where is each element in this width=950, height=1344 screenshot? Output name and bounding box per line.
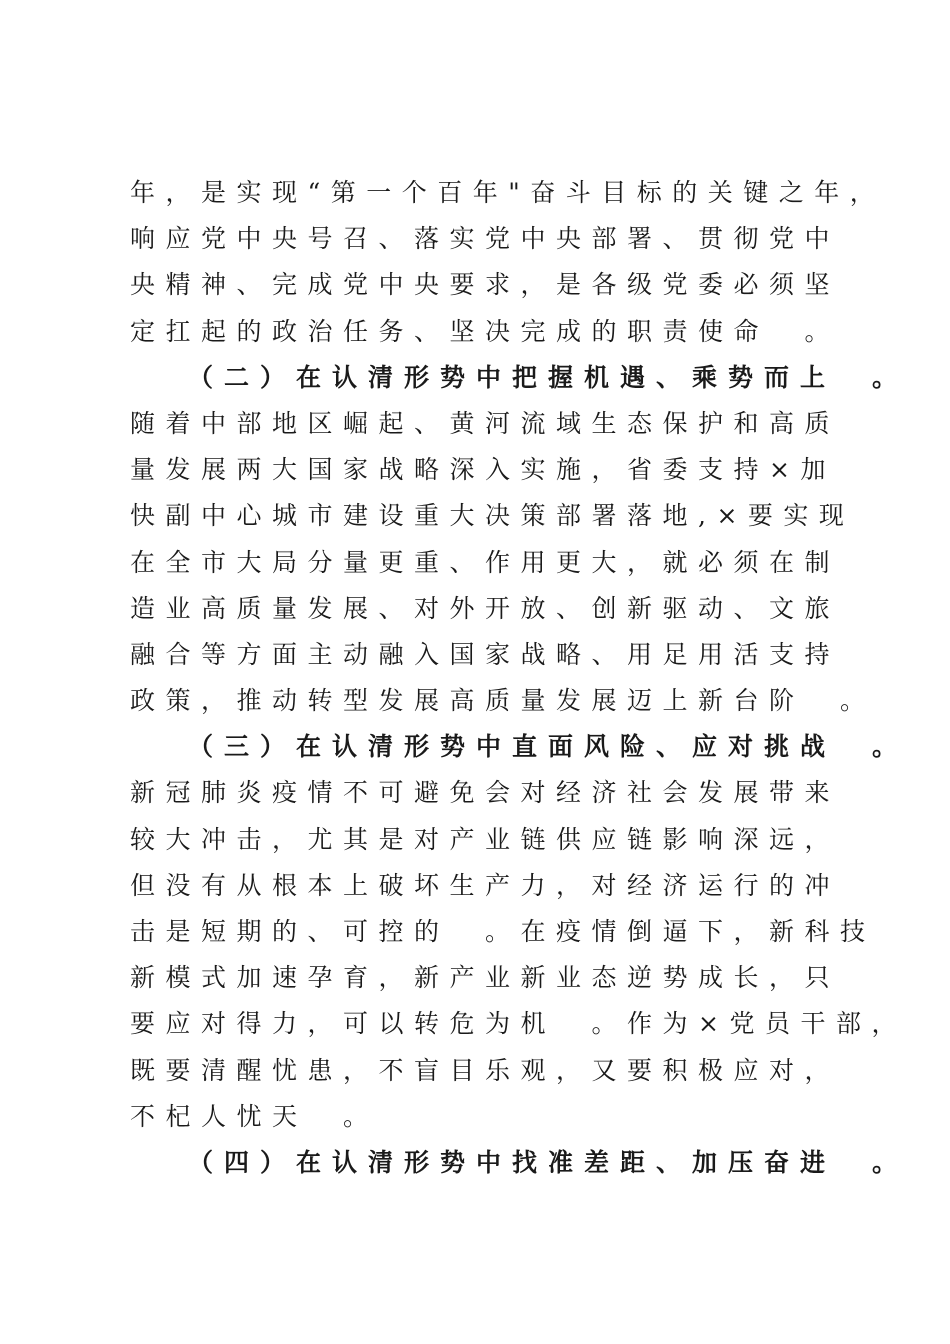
body-line: 在全市大局分量更重、作用更大，就必须在制 bbox=[130, 547, 841, 577]
body-line: 响应党中央号召、落实党中央部署、贯彻党中 bbox=[130, 224, 841, 254]
body-line: 央精神、完成党中央要求，是各级党委必须坚 bbox=[130, 270, 841, 300]
body-line: 量发展两大国家战略深入实施，省委支持×加 bbox=[130, 455, 836, 485]
body-line: 融合等方面主动融入国家战略、用足用活支持 bbox=[130, 639, 841, 669]
body-line: 较大冲击，尤其是对产业链供应链影响深远， bbox=[130, 824, 841, 854]
section-heading: （四）在认清形势中找准差距、加压奋进 。 bbox=[188, 1147, 909, 1177]
body-line: 随着中部地区崛起、黄河流域生态保护和高质 bbox=[130, 408, 841, 438]
body-line: 但没有从根本上破坏生产力，对经济运行的冲 bbox=[130, 870, 841, 900]
document-body bbox=[130, 170, 909, 1186]
body-line: 造业高质量发展、对外开放、创新驱动、文旅 bbox=[130, 593, 841, 623]
body-line: 新模式加速孕育，新产业新业态逆势成长，只 bbox=[130, 963, 841, 993]
body-line: 既要清醒忧患，不盲目乐观，又要积极应对， bbox=[130, 1055, 841, 1085]
section-heading: （三）在认清形势中直面风险、应对挑战 。 bbox=[188, 732, 909, 762]
body-line: 定扛起的政治任务、坚决完成的职责使命 。 bbox=[130, 316, 841, 346]
body-line: 要应对得力，可以转危为机 。作为×党员干部， bbox=[130, 1009, 907, 1039]
section-heading: （二）在认清形势中把握机遇、乘势而上 。 bbox=[188, 362, 909, 392]
body-line: 政策，推动转型发展高质量发展迈上新台阶 。 bbox=[130, 686, 876, 716]
body-line: 不杞人忧天 。 bbox=[130, 1101, 379, 1131]
body-line: 快副中心城市建设重大决策部署落地,×要实现 bbox=[130, 501, 855, 531]
body-line: 新冠肺炎疫情不可避免会对经济社会发展带来 bbox=[130, 778, 841, 808]
body-line: 击是短期的、可控的 。在疫情倒逼下，新科技 bbox=[130, 917, 876, 946]
body-line: 年，是实现“第一个百年"奋斗目标的关键之年， bbox=[130, 178, 886, 207]
